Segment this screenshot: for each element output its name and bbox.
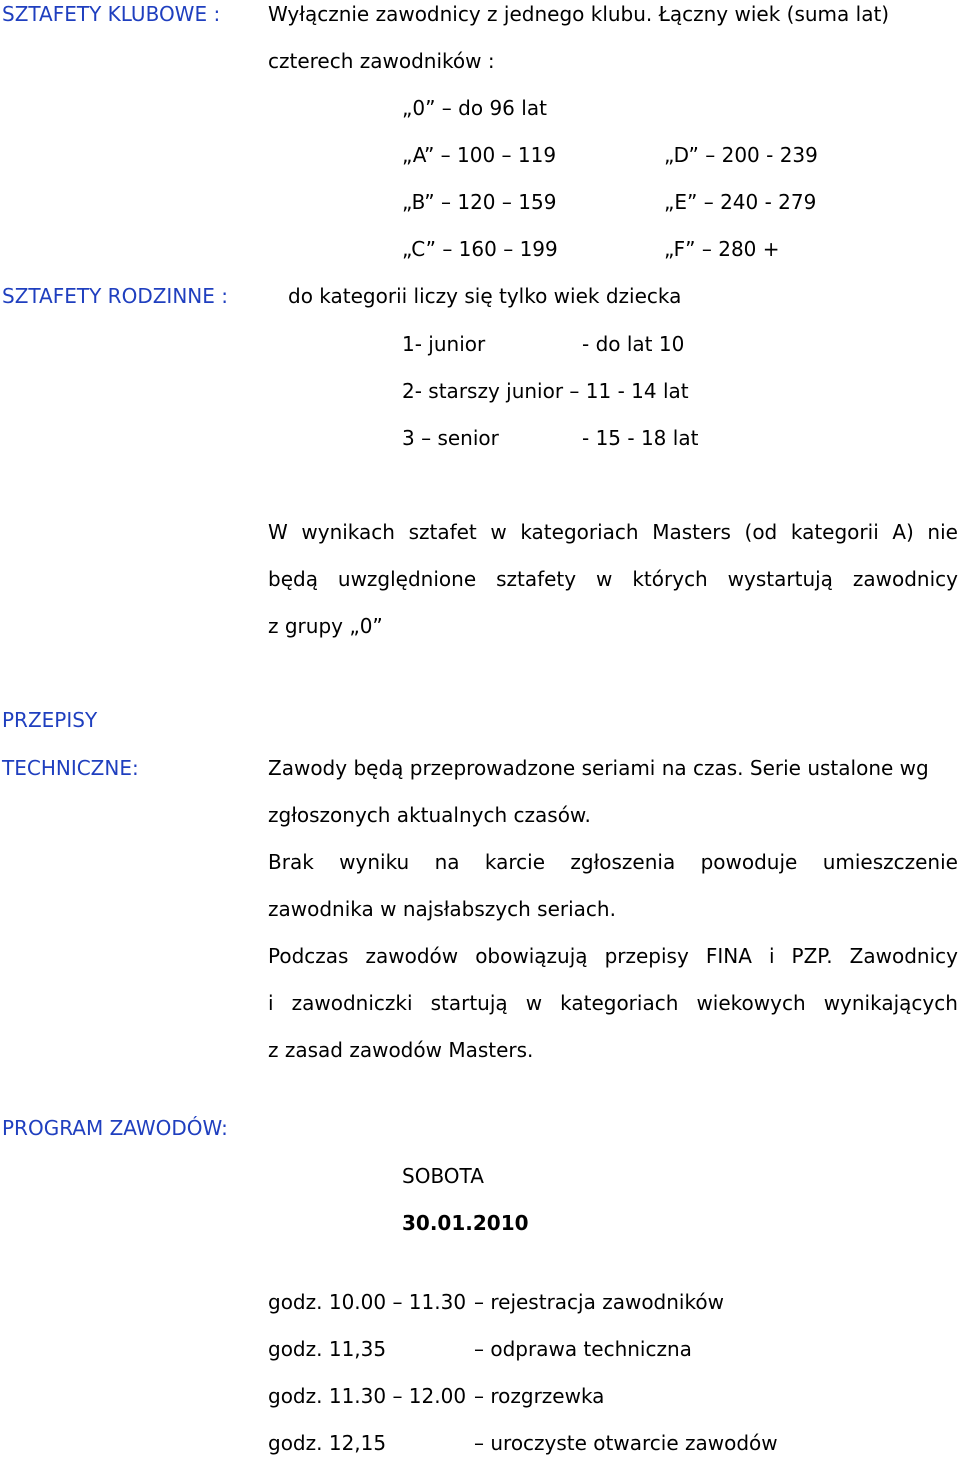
schedule-time-1: godz. 10.00 – 11.30 <box>268 1290 467 1314</box>
masters-note-line3: z grupy „0” <box>268 614 383 638</box>
justified-word: i <box>268 991 274 1015</box>
przepisy-p1-line1: Zawody będą przeprowadzone seriami na czas. Serie ustalone wg <box>268 756 929 780</box>
rodzinne-row-1-name: 1- junior <box>402 332 486 356</box>
justified-word: przepisy <box>604 944 689 968</box>
justified-word: umieszczenie <box>822 850 958 874</box>
schedule-time-4: godz. 12,15 <box>268 1431 387 1455</box>
justified-word: będą <box>268 567 318 591</box>
justified-word: sztafety <box>496 567 577 591</box>
masters-note-line1 <box>268 522 958 542</box>
masters-note-line2 <box>268 569 958 589</box>
justified-word: wiekowych <box>696 991 806 1015</box>
rodzinne-row-3-age: - 15 - 18 lat <box>582 426 699 450</box>
przepisy-p2-line2: zawodnika w najsłabszych seriach. <box>268 897 616 921</box>
schedule-event-4: – uroczyste otwarcie zawodów <box>474 1431 778 1455</box>
justified-word: kategorii <box>790 520 879 544</box>
justified-word: kategoriach <box>560 991 679 1015</box>
przepisy-p2-line1 <box>268 852 958 872</box>
rodzinne-row-2-name: 2- starszy junior – 11 - 14 lat <box>402 379 689 403</box>
rodzinne-intro: do kategorii liczy się tylko wiek dziecka <box>288 284 682 308</box>
justified-word: wyniku <box>339 850 410 874</box>
schedule-event-1: – rejestracja zawodników <box>474 1290 724 1314</box>
category-d: „D” – 200 - 239 <box>664 143 818 167</box>
justified-word: kategoriach <box>520 520 639 544</box>
category-c: „C” – 160 – 199 <box>402 237 558 261</box>
justified-word: w <box>596 567 613 591</box>
category-b: „B” – 120 – 159 <box>402 190 557 214</box>
przepisy-p3-line1 <box>268 946 958 966</box>
schedule-time-2: godz. 11,35 <box>268 1337 387 1361</box>
justified-word: zawodniczki <box>291 991 413 1015</box>
category-a: „A” – 100 – 119 <box>402 143 557 167</box>
justified-word: Podczas <box>268 944 349 968</box>
schedule-time-3: godz. 11.30 – 12.00 <box>268 1384 467 1408</box>
przepisy-p1-line2: zgłoszonych aktualnych czasów. <box>268 803 591 827</box>
justified-word: PZP. <box>791 944 833 968</box>
justified-word: na <box>434 850 460 874</box>
justified-word: i <box>768 944 775 968</box>
category-f: „F” – 280 + <box>664 237 780 261</box>
justified-word: A) <box>892 520 914 544</box>
justified-word: karcie <box>484 850 546 874</box>
heading-przepisy: PRZEPISY <box>2 708 98 732</box>
rodzinne-row-3-name: 3 – senior <box>402 426 499 450</box>
heading-techniczne: TECHNICZNE: <box>2 756 139 780</box>
klubowe-intro-line2: czterech zawodników : <box>268 49 495 73</box>
justified-word: wynikających <box>823 991 958 1015</box>
program-date: 30.01.2010 <box>402 1211 529 1235</box>
justified-word: startują <box>430 991 508 1015</box>
justified-word: w <box>490 520 507 544</box>
justified-word: nie <box>927 520 958 544</box>
heading-program: PROGRAM ZAWODÓW: <box>2 1116 228 1140</box>
klubowe-intro-line1: Wyłącznie zawodnicy z jednego klubu. Łączny wiek (suma lat) <box>268 2 890 26</box>
justified-word: powoduje <box>700 850 798 874</box>
justified-word: w <box>525 991 543 1015</box>
justified-word: których <box>632 567 708 591</box>
justified-word: obowiązują <box>475 944 588 968</box>
justified-word: sztafet <box>408 520 477 544</box>
heading-sztafety-rodzinne: SZTAFETY RODZINNE : <box>2 284 228 308</box>
justified-word: Brak <box>268 850 314 874</box>
justified-word: zawodnicy <box>852 567 958 591</box>
justified-word: Masters <box>652 520 731 544</box>
justified-word: zgłoszenia <box>570 850 676 874</box>
schedule-event-3: – rozgrzewka <box>474 1384 605 1408</box>
justified-word: FINA <box>705 944 752 968</box>
program-day: SOBOTA <box>402 1164 484 1188</box>
justified-word: zawodów <box>365 944 459 968</box>
justified-word: wystartują <box>727 567 833 591</box>
heading-sztafety-klubowe: SZTAFETY KLUBOWE : <box>2 2 221 26</box>
justified-word: (od <box>744 520 778 544</box>
przepisy-p3-line3: z zasad zawodów Masters. <box>268 1038 534 1062</box>
rodzinne-row-1-age: - do lat 10 <box>582 332 685 356</box>
category-e: „E” – 240 - 279 <box>664 190 817 214</box>
przepisy-p3-line2 <box>268 993 958 1013</box>
justified-word: uwzględnione <box>337 567 477 591</box>
schedule-event-2: – odprawa techniczna <box>474 1337 692 1361</box>
justified-word: Zawodnicy <box>849 944 958 968</box>
justified-word: wynikach <box>301 520 395 544</box>
category-0: „0” – do 96 lat <box>402 96 547 120</box>
justified-word: W <box>268 520 288 544</box>
